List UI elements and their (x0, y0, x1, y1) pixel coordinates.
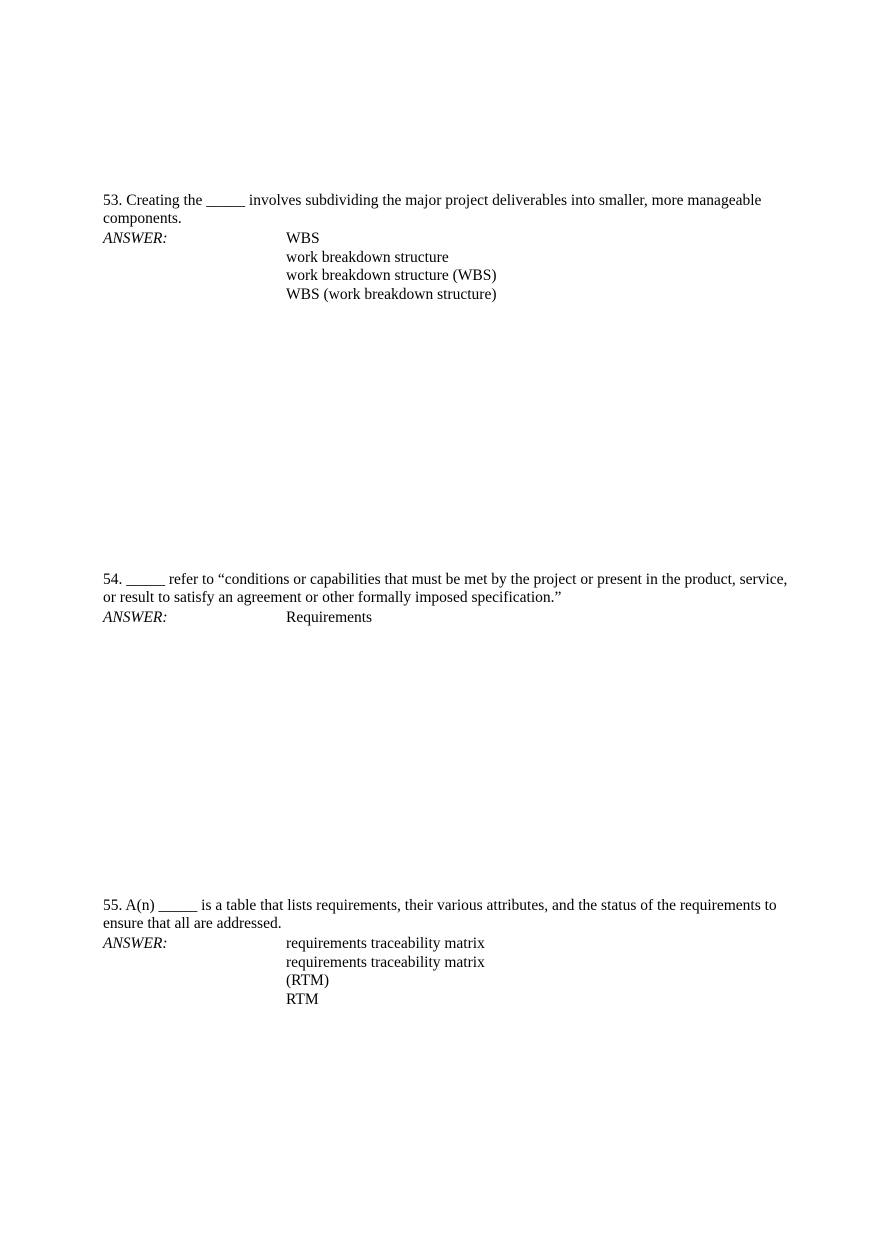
answer-label: ANSWER: (103, 935, 168, 952)
question-53 (103, 192, 793, 303)
question-text: 53. Creating the _____ involves subdividing the major project deliverables into smaller, more manageable components. (103, 192, 762, 227)
answer-item: WBS (286, 230, 320, 247)
answer-item: WBS (work breakdown structure) (286, 285, 497, 303)
answer-item: RTM (286, 990, 319, 1008)
answer-label: ANSWER: (103, 609, 168, 626)
question-text: 54. _____ refer to “conditions or capabilities that must be met by the project or present in the product, service, or result to satisfy an agreement or other formally imposed specification.” (103, 571, 788, 606)
answer-item: Requirements (286, 609, 373, 626)
answer-item: work breakdown structure (286, 248, 449, 266)
answer-row (103, 609, 793, 627)
answer-list (286, 230, 496, 304)
answer-list (286, 935, 485, 1009)
answer-row (103, 230, 793, 303)
answer-item: (RTM) (286, 972, 329, 989)
question-55 (103, 897, 793, 1008)
answer-list (286, 609, 372, 628)
answer-item: requirements traceability matrix (286, 953, 485, 971)
answer-item: work breakdown structure (WBS) (286, 267, 497, 284)
question-text: 55. A(n) _____ is a table that lists requirements, their various attributes, and the status of the requirements to ensure that all are addressed. (103, 897, 777, 932)
answer-row (103, 935, 793, 1008)
answer-label: ANSWER: (103, 230, 168, 247)
answer-item: requirements traceability matrix (286, 935, 485, 952)
question-54 (103, 571, 793, 627)
